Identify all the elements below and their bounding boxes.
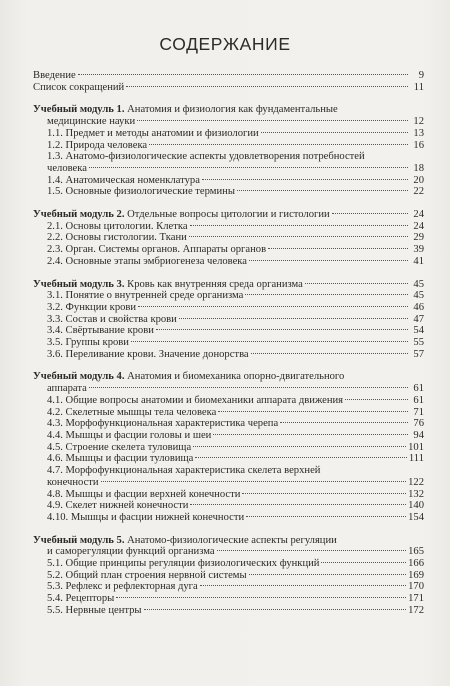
page-number: 12 [413,116,424,128]
toc-entry-text: 4.5. Строение скелета туловища [47,441,192,453]
page-number: 76 [413,418,424,430]
toc-entry-text: 4.3. Морфофункциональная характеристика черепа [47,418,279,430]
toc-entry-text: 4.6. Мышцы и фасции туловища [47,453,194,465]
page-number: 101 [408,441,424,453]
toc-subentry[interactable] [33,581,424,593]
toc-entry-text: 3.1. Понятие о внутренней среде организма [47,290,244,302]
page-number: 18 [413,162,424,174]
page-number: 111 [408,453,424,465]
page-number: 41 [413,255,424,267]
dot-leader [195,457,407,458]
toc-subentry[interactable] [33,570,424,582]
spacer [33,198,424,209]
page-number: 140 [408,500,424,512]
toc-entry-text: аппарата [47,383,87,395]
dot-leader [144,609,407,610]
page-number: 24 [413,220,424,232]
toc-entry-text: 5.1. Общие принципы регуляции физиологических функций [47,558,320,570]
page-number: 24 [413,209,424,221]
toc-entry-text: 4.2. Скелетные мышцы тела человека [47,406,217,418]
toc-entry-text: 4.10. Мышцы и фасции нижней конечности [47,511,245,523]
toc-subentry-line: 1.3. Анатомо-физиологические аспекты удовлетворения потребностей [47,151,365,163]
dot-leader [280,422,408,423]
toc-subentry[interactable] [33,512,424,524]
page-number: 47 [413,313,424,325]
page-number: 132 [408,488,424,500]
page-number: 122 [408,476,424,488]
toc-entry-text: 2.4. Основные этапы эмбриогенеза человека [47,255,247,267]
module-heading-line: Учебный модуль 5. Анатомо-физиологические аспекты регуляции [33,534,337,546]
toc-subentry[interactable] [33,605,424,617]
toc-entry-text: 4.8. Мышцы и фасции верхней конечности [47,488,241,500]
dot-leader [156,329,408,330]
toc-subentry[interactable] [33,418,424,430]
toc-entry-text: 3.6. Переливание крови. Значение донорства [47,348,249,360]
toc-entry-text: 3.2. Функции крови [47,301,137,313]
toc-subentry[interactable] [33,349,424,361]
dot-leader [268,248,408,249]
dot-leader [89,387,408,388]
dot-leader [126,86,408,87]
dot-leader [189,236,408,237]
module-heading[interactable] [33,546,424,558]
toc-subentry[interactable] [33,489,424,501]
dot-leader [332,213,408,214]
dot-leader [200,585,406,586]
toc-subentry[interactable] [33,395,424,407]
toc-subentry[interactable] [33,407,424,419]
dot-leader [345,399,408,400]
module-heading[interactable] [33,116,424,128]
dot-leader [245,294,408,295]
toc-subentry[interactable] [33,337,424,349]
dot-leader [78,74,408,75]
page-number: 39 [413,244,424,256]
page-number: 61 [413,394,424,406]
dot-leader [305,283,408,284]
dot-leader [237,190,408,191]
toc-entry-text: 5.4. Рецепторы [47,593,115,605]
dot-leader [116,597,406,598]
page-number: 20 [413,174,424,186]
dot-leader [137,120,408,121]
toc-subentry[interactable] [33,256,424,268]
dot-leader [131,341,408,342]
dot-leader [193,446,406,447]
spacer [33,360,424,371]
page-number: 171 [408,593,424,605]
module-label: Учебный модуль 2. [33,209,125,221]
toc-subentry[interactable] [33,500,424,512]
dot-leader [249,574,406,575]
toc-entry-text: 4.1. Общие вопросы анатомии и биомеханики аппарата движения [47,394,344,406]
dot-leader [251,353,408,354]
toc-subentry[interactable] [33,442,424,454]
toc-entry-text: 2.3. Орган. Системы органов. Аппараты органов [47,244,267,256]
module-label: Учебный модуль 3. [33,278,125,290]
toc-entry-text: медицинские науки [47,116,136,128]
spacer [33,268,424,279]
toc-subentry-line: 4.7. Морфофункциональная характеристика скелета верхней [47,465,321,477]
toc-entry-text: 5.5. Нервные центры [47,604,142,616]
dot-leader [246,516,406,517]
dot-leader [213,434,408,435]
module-heading[interactable] [33,209,424,221]
toc-subentry[interactable] [33,290,424,302]
toc-entry-text: Введение [33,70,76,81]
toc-subentry[interactable] [33,163,424,175]
table-of-contents [33,70,424,617]
dot-leader [149,144,408,145]
toc-entry[interactable] [33,82,424,94]
dot-leader [242,493,406,494]
toc-entry-text: Список сокращений [33,81,125,93]
toc-subentry[interactable] [33,430,424,442]
page-number: 172 [408,604,424,616]
dot-leader [249,260,408,261]
module-heading[interactable] [33,383,424,395]
toc-subentry[interactable] [33,325,424,337]
dot-leader [138,306,408,307]
page-number: 45 [413,278,424,290]
page-number: 16 [413,139,424,151]
toc-entry-text: 1.4. Анатомическая номенклатура [47,174,200,186]
page-number: 13 [413,127,424,139]
dot-leader [261,132,408,133]
module-heading[interactable] [33,279,424,291]
toc-entry-text: 3.5. Группы крови [47,337,129,349]
module-heading-line: Учебный модуль 4. Анатомия и биомеханика опорно-двигательного [33,371,345,383]
toc-subentry[interactable] [33,175,424,187]
toc-entry-text: 4.9. Скелет нижней конечности [47,500,189,512]
toc-subentry[interactable] [33,186,424,198]
toc-subentry[interactable] [33,128,424,140]
dot-leader [218,411,408,412]
page-number: 71 [413,406,424,418]
page-number: 46 [413,301,424,313]
toc-entry-text: человека [47,162,87,174]
toc-entry-text: 1.5. Основные физиологические термины [47,186,235,198]
toc-subentry[interactable] [33,140,424,152]
toc-subentry[interactable] [33,314,424,326]
page-number: 170 [408,581,424,593]
toc-entry-text: 2.1. Основы цитологии. Клетка [47,220,188,232]
page-number: 54 [413,325,424,337]
toc-subentry[interactable] [33,558,424,570]
page-title: СОДЕРЖАНИЕ [159,34,291,54]
toc-entry[interactable] [33,70,424,82]
toc-entry-text: Учебный модуль 2. Отдельные вопросы цитологии и гистологии [33,209,330,221]
page-number: 22 [413,186,424,198]
toc-entry-text: 5.3. Рефлекс и рефлекторная дуга [47,581,198,593]
toc-entry-text: и саморегуляции функций организма [47,546,215,558]
toc-subentry[interactable] [33,244,424,256]
page-number: 165 [408,546,424,558]
toc-entry-text: 1.1. Предмет и методы анатомии и физиологии [47,127,259,139]
page-number: 45 [413,290,424,302]
dot-leader [190,504,406,505]
page-number: 9 [418,70,424,81]
toc-entry-text: конечности [47,476,99,488]
toc-subentry[interactable] [33,221,424,233]
toc-entry-text: 3.3. Состав и свойства крови [47,313,177,325]
dot-leader [89,167,408,168]
module-label: Учебный модуль 5. [33,534,125,546]
dot-leader [101,481,407,482]
page-number: 29 [413,232,424,244]
dot-leader [190,225,408,226]
page-number: 11 [413,81,424,93]
spacer [33,93,424,104]
dot-leader [217,550,407,551]
dot-leader [321,562,406,563]
page-number: 55 [413,337,424,349]
page-number: 94 [413,429,424,441]
page-number: 154 [408,511,424,523]
dot-leader [179,318,408,319]
toc-entry-text: 2.2. Основы гистологии. Ткани [47,232,187,244]
toc-entry-text: 1.2. Природа человека [47,139,148,151]
toc-entry-text: 3.4. Свёртывание крови [47,325,154,337]
toc-subentry[interactable] [33,477,424,489]
toc-subentry[interactable] [33,453,424,465]
toc-subentry[interactable] [33,232,424,244]
toc-entry-text: 4.4. Мышцы и фасции головы и шеи [47,429,212,441]
page-number: 61 [413,383,424,395]
module-heading-line: Учебный модуль 1. Анатомия и физиология как фундаментальные [33,104,338,116]
spacer [33,524,424,535]
page-number: 169 [408,569,424,581]
module-label: Учебный модуль 1. [33,104,125,116]
toc-subentry[interactable] [33,593,424,605]
toc-subentry[interactable] [33,302,424,314]
module-label: Учебный модуль 4. [33,371,125,383]
dot-leader [202,179,408,180]
page-number: 57 [413,348,424,360]
toc-entry-text: 5.2. Общий план строения нервной системы [47,569,247,581]
page-number: 166 [408,558,424,570]
toc-entry-text: Учебный модуль 3. Кровь как внутренняя среда организма [33,278,303,290]
